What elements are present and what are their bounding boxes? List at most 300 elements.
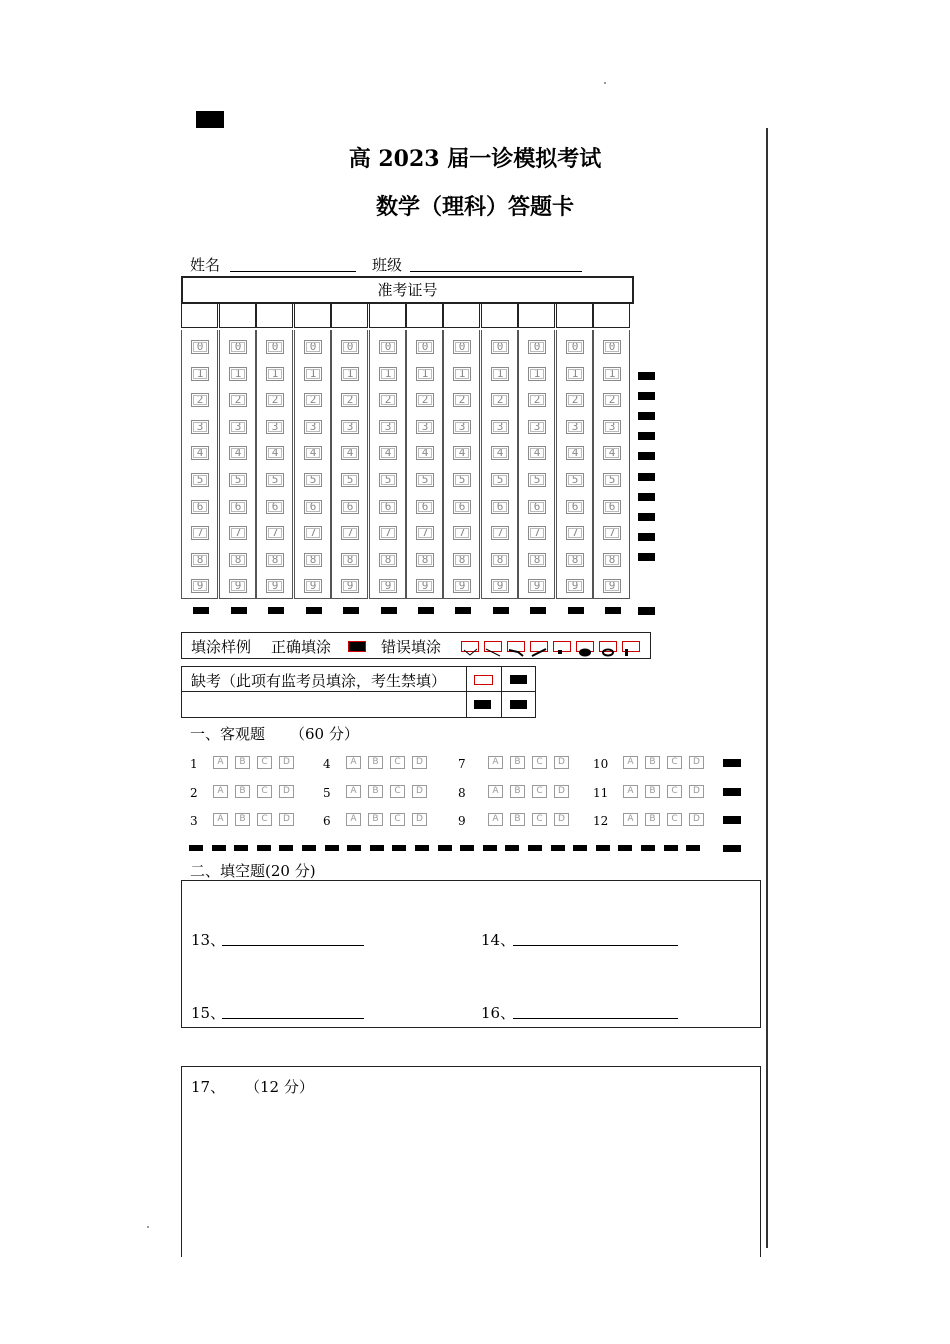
absent-label: 缺考（此项有监考员填涂，考生禁填） bbox=[191, 672, 447, 690]
exam-id-digit-bubble[interactable]: 6 bbox=[266, 500, 284, 514]
objective-option-bubble[interactable]: C bbox=[257, 813, 272, 826]
exam-id-digit-bubble[interactable]: 1 bbox=[229, 367, 247, 381]
timing-mark bbox=[638, 392, 655, 400]
exam-id-digit-bubble[interactable]: 0 bbox=[566, 340, 584, 354]
wrong-fill-stroke-icon bbox=[530, 641, 548, 652]
wrong-fill-oval-icon bbox=[576, 641, 594, 652]
timing-mark bbox=[302, 845, 316, 851]
objective-option-bubble[interactable]: B bbox=[235, 756, 250, 769]
question-17-label: 17、 bbox=[191, 1078, 226, 1096]
objective-option-bubble[interactable]: C bbox=[667, 813, 682, 826]
correct-fill-label: 正确填涂 bbox=[271, 638, 332, 656]
exam-id-column bbox=[593, 330, 630, 599]
class-label: 班级 bbox=[372, 256, 403, 274]
exam-id-digit-bubble[interactable]: 0 bbox=[341, 340, 359, 354]
exam-id-digit-bubble[interactable]: 6 bbox=[603, 500, 621, 514]
exam-id-column bbox=[443, 330, 480, 599]
objective-option-bubble[interactable]: B bbox=[645, 785, 660, 798]
timing-mark bbox=[505, 845, 519, 851]
exam-id-digit-bubble[interactable]: 2 bbox=[229, 393, 247, 407]
objective-question-number: 11 bbox=[593, 786, 609, 800]
exam-id-digit-bubble[interactable]: 9 bbox=[191, 579, 209, 593]
exam-id-digit-bubble[interactable]: 5 bbox=[341, 473, 359, 487]
exam-id-digit-bubble[interactable]: 8 bbox=[528, 553, 546, 567]
objective-option-bubble[interactable]: B bbox=[368, 756, 383, 769]
objective-option-bubble[interactable]: D bbox=[554, 756, 569, 769]
timing-mark bbox=[723, 816, 741, 824]
objective-option-bubble[interactable]: D bbox=[689, 756, 704, 769]
objective-option-bubble[interactable]: A bbox=[346, 813, 361, 826]
objective-option-bubble[interactable]: C bbox=[532, 813, 547, 826]
objective-option-bubble[interactable]: B bbox=[368, 813, 383, 826]
timing-mark bbox=[189, 845, 203, 851]
exam-id-digit-bubble[interactable]: 8 bbox=[603, 553, 621, 567]
timing-mark bbox=[418, 607, 434, 614]
exam-id-digit-bubble[interactable]: 7 bbox=[191, 526, 209, 540]
exam-id-digit-bubble[interactable]: 5 bbox=[304, 473, 322, 487]
exam-id-digit-bubble[interactable]: 1 bbox=[528, 367, 546, 381]
exam-id-digit-bubble[interactable]: 7 bbox=[341, 526, 359, 540]
exam-id-write-cell[interactable] bbox=[294, 302, 331, 328]
exam-id-digit-bubble[interactable]: 8 bbox=[341, 553, 359, 567]
objective-question-number: 7 bbox=[458, 757, 466, 771]
question-17-answer-box[interactable] bbox=[181, 1066, 761, 1257]
exam-id-digit-bubble[interactable]: 3 bbox=[229, 420, 247, 434]
exam-id-digit-bubble[interactable]: 8 bbox=[266, 553, 284, 567]
timing-mark bbox=[605, 607, 621, 614]
objective-option-bubble[interactable]: A bbox=[623, 785, 638, 798]
timing-mark bbox=[381, 607, 397, 614]
wrong-fill-dot-icon bbox=[553, 641, 571, 652]
exam-id-write-cell[interactable] bbox=[256, 302, 293, 328]
objective-option-bubble[interactable]: D bbox=[412, 756, 427, 769]
exam-id-digit-bubble[interactable]: 2 bbox=[266, 393, 284, 407]
timing-mark bbox=[568, 607, 584, 614]
blank-16-label: 16、 bbox=[481, 1004, 516, 1022]
objective-question-number: 2 bbox=[190, 786, 198, 800]
exam-id-digit-bubble[interactable]: 4 bbox=[266, 446, 284, 460]
timing-mark bbox=[231, 607, 247, 614]
exam-id-digit-bubble[interactable]: 1 bbox=[566, 367, 584, 381]
exam-id-digit-bubble[interactable]: 7 bbox=[304, 526, 322, 540]
name-field[interactable] bbox=[230, 270, 356, 272]
timing-mark bbox=[455, 607, 471, 614]
blank-16-field[interactable] bbox=[513, 1017, 678, 1019]
objective-option-bubble[interactable]: C bbox=[390, 756, 405, 769]
timing-mark bbox=[638, 533, 655, 541]
timing-mark bbox=[638, 452, 655, 460]
timing-mark bbox=[460, 845, 474, 851]
exam-id-digit-bubble[interactable]: 6 bbox=[566, 500, 584, 514]
objective-option-bubble[interactable]: B bbox=[235, 813, 250, 826]
exam-id-digit-bubble[interactable]: 5 bbox=[603, 473, 621, 487]
subject-title: 数学（理科）答题卡 bbox=[375, 194, 574, 220]
exam-id-digit-bubble[interactable]: 3 bbox=[603, 420, 621, 434]
exam-id-digit-bubble[interactable]: 0 bbox=[191, 340, 209, 354]
blank-14-label: 14、 bbox=[481, 931, 516, 949]
exam-id-digit-bubble[interactable]: 6 bbox=[528, 500, 546, 514]
question-17-points: （12 分） bbox=[245, 1078, 314, 1096]
exam-id-digit-bubble[interactable]: 7 bbox=[566, 526, 584, 540]
exam-id-digit-bubble[interactable]: 3 bbox=[566, 420, 584, 434]
page-margin-line bbox=[766, 128, 768, 1248]
timing-mark bbox=[510, 675, 527, 684]
exam-title: 高 2023 届一诊模拟考试 bbox=[348, 146, 602, 172]
exam-id-column bbox=[481, 330, 518, 599]
exam-id-digit-bubble[interactable]: 7 bbox=[453, 526, 471, 540]
exam-id-digit-bubble[interactable]: 9 bbox=[266, 579, 284, 593]
objective-option-bubble[interactable]: C bbox=[532, 756, 547, 769]
exam-id-digit-bubble[interactable]: 1 bbox=[603, 367, 621, 381]
exam-id-digit-bubble[interactable]: 5 bbox=[528, 473, 546, 487]
exam-id-digit-bubble[interactable]: 7 bbox=[229, 526, 247, 540]
timing-mark bbox=[493, 607, 509, 614]
exam-id-digit-bubble[interactable]: 4 bbox=[491, 446, 509, 460]
objective-option-bubble[interactable]: C bbox=[257, 756, 272, 769]
timing-mark bbox=[279, 845, 293, 851]
fill-blank-heading: 二、填空题(20 分) bbox=[190, 862, 316, 880]
exam-id-digit-bubble[interactable]: 4 bbox=[341, 446, 359, 460]
exam-id-column bbox=[518, 330, 555, 599]
exam-id-digit-bubble[interactable]: 8 bbox=[566, 553, 584, 567]
exam-id-write-cell[interactable] bbox=[331, 302, 368, 328]
class-field[interactable] bbox=[410, 270, 582, 272]
objective-option-bubble[interactable]: B bbox=[645, 813, 660, 826]
timing-mark bbox=[638, 607, 655, 615]
blank-15-label: 15、 bbox=[191, 1004, 226, 1022]
objective-option-bubble[interactable]: D bbox=[689, 813, 704, 826]
correct-fill-example bbox=[348, 641, 366, 652]
exam-id-column bbox=[556, 330, 593, 599]
fill-sample-box bbox=[181, 632, 651, 659]
exam-id-write-cells[interactable] bbox=[181, 302, 632, 328]
exam-id-write-cell[interactable] bbox=[369, 302, 406, 328]
objective-question-number: 3 bbox=[190, 814, 198, 828]
exam-id-digit-bubble[interactable]: 9 bbox=[379, 579, 397, 593]
timing-mark bbox=[638, 553, 655, 561]
timing-mark bbox=[638, 412, 655, 420]
exam-id-digit-bubble[interactable]: 1 bbox=[379, 367, 397, 381]
exam-id-digit-bubble[interactable]: 8 bbox=[453, 553, 471, 567]
exam-id-digit-bubble[interactable]: 9 bbox=[491, 579, 509, 593]
objective-heading: 一、客观题 bbox=[190, 725, 266, 743]
objective-question-number: 12 bbox=[593, 814, 609, 828]
timing-mark bbox=[392, 845, 406, 851]
blank-15-field[interactable] bbox=[222, 1017, 364, 1019]
timing-mark bbox=[347, 845, 361, 851]
objective-question-number: 5 bbox=[323, 786, 331, 800]
exam-id-digit-bubble[interactable]: 3 bbox=[379, 420, 397, 434]
exam-id-digit-bubble[interactable]: 9 bbox=[341, 579, 359, 593]
exam-id-digit-bubble[interactable]: 7 bbox=[528, 526, 546, 540]
wrong-fill-slash-icon bbox=[484, 641, 502, 652]
exam-id-digit-bubble[interactable]: 1 bbox=[341, 367, 359, 381]
exam-id-digit-bubble[interactable]: 5 bbox=[416, 473, 434, 487]
exam-id-digit-bubble[interactable]: 4 bbox=[603, 446, 621, 460]
exam-id-write-cell[interactable] bbox=[406, 302, 443, 328]
absent-bubble[interactable] bbox=[474, 675, 493, 685]
exam-id-digit-bubble[interactable]: 9 bbox=[229, 579, 247, 593]
fill-blank-box bbox=[181, 880, 761, 1028]
exam-id-write-cell[interactable] bbox=[181, 302, 218, 328]
timing-mark bbox=[234, 845, 248, 851]
exam-id-digit-bubble[interactable]: 2 bbox=[491, 393, 509, 407]
exam-id-digit-bubble[interactable]: 5 bbox=[491, 473, 509, 487]
exam-id-write-cell[interactable] bbox=[443, 302, 480, 328]
scan-dot bbox=[147, 1226, 149, 1228]
exam-id-digit-bubble[interactable]: 4 bbox=[379, 446, 397, 460]
exam-id-digit-bubble[interactable]: 2 bbox=[304, 393, 322, 407]
timing-mark bbox=[638, 513, 655, 521]
exam-id-digit-bubble[interactable]: 9 bbox=[453, 579, 471, 593]
exam-id-column bbox=[181, 330, 218, 599]
timing-mark bbox=[723, 759, 741, 767]
exam-id-digit-bubble[interactable]: 6 bbox=[416, 500, 434, 514]
objective-option-bubble[interactable]: A bbox=[488, 756, 503, 769]
name-label: 姓名 bbox=[190, 256, 221, 274]
exam-id-digit-bubble[interactable]: 9 bbox=[416, 579, 434, 593]
exam-id-digit-bubble[interactable]: 0 bbox=[304, 340, 322, 354]
exam-id-digit-bubble[interactable]: 8 bbox=[491, 553, 509, 567]
exam-id-header: 准考证号 bbox=[181, 276, 634, 304]
exam-id-digit-bubble[interactable]: 5 bbox=[266, 473, 284, 487]
exam-id-digit-bubble[interactable]: 7 bbox=[266, 526, 284, 540]
timing-mark bbox=[530, 607, 546, 614]
objective-option-bubble[interactable]: B bbox=[510, 785, 525, 798]
objective-option-bubble[interactable]: A bbox=[623, 756, 638, 769]
exam-id-write-cell[interactable] bbox=[518, 302, 555, 328]
objective-option-bubble[interactable]: B bbox=[645, 756, 660, 769]
objective-option-bubble[interactable]: A bbox=[346, 785, 361, 798]
timing-mark bbox=[618, 845, 632, 851]
objective-option-bubble[interactable]: D bbox=[279, 756, 294, 769]
exam-id-digit-bubble[interactable]: 7 bbox=[379, 526, 397, 540]
objective-question-number: 10 bbox=[593, 757, 609, 771]
timing-mark bbox=[723, 788, 741, 796]
timing-mark bbox=[641, 845, 655, 851]
exam-id-digit-bubble[interactable]: 2 bbox=[528, 393, 546, 407]
exam-id-digit-bubble[interactable]: 3 bbox=[528, 420, 546, 434]
exam-id-column bbox=[406, 330, 443, 599]
objective-option-bubble[interactable]: B bbox=[235, 785, 250, 798]
exam-id-digit-bubble[interactable]: 7 bbox=[416, 526, 434, 540]
exam-id-digit-bubble[interactable]: 4 bbox=[229, 446, 247, 460]
exam-id-digit-bubble[interactable]: 3 bbox=[416, 420, 434, 434]
exam-id-digit-bubble[interactable]: 6 bbox=[191, 500, 209, 514]
exam-id-digit-bubble[interactable]: 6 bbox=[379, 500, 397, 514]
exam-id-digit-bubble[interactable]: 1 bbox=[304, 367, 322, 381]
timing-mark bbox=[343, 607, 359, 614]
exam-id-digit-bubble[interactable]: 2 bbox=[191, 393, 209, 407]
exam-id-digit-bubble[interactable]: 0 bbox=[379, 340, 397, 354]
exam-id-digit-bubble[interactable]: 0 bbox=[453, 340, 471, 354]
objective-question-number: 4 bbox=[323, 757, 331, 771]
exam-id-digit-bubble[interactable]: 4 bbox=[191, 446, 209, 460]
exam-id-digit-bubble[interactable]: 3 bbox=[266, 420, 284, 434]
timing-mark bbox=[638, 372, 655, 380]
fill-sample-label: 填涂样例 bbox=[191, 638, 252, 656]
exam-id-digit-bubble[interactable]: 2 bbox=[566, 393, 584, 407]
blank-13-label: 13、 bbox=[191, 931, 226, 949]
absent-box bbox=[181, 666, 536, 718]
exam-id-digit-bubble[interactable]: 3 bbox=[491, 420, 509, 434]
exam-id-digit-bubble[interactable]: 1 bbox=[491, 367, 509, 381]
timing-mark bbox=[325, 845, 339, 851]
timing-mark bbox=[686, 845, 700, 851]
timing-mark bbox=[638, 493, 655, 501]
exam-id-digit-bubble[interactable]: 5 bbox=[566, 473, 584, 487]
objective-option-bubble[interactable]: B bbox=[368, 785, 383, 798]
timing-mark bbox=[638, 432, 655, 440]
exam-id-digit-bubble[interactable]: 8 bbox=[379, 553, 397, 567]
exam-id-digit-bubble[interactable]: 5 bbox=[191, 473, 209, 487]
exam-id-digit-bubble[interactable]: 4 bbox=[453, 446, 471, 460]
exam-id-write-cell[interactable] bbox=[593, 302, 630, 328]
objective-option-bubble[interactable]: C bbox=[257, 785, 272, 798]
exam-id-digit-bubble[interactable]: 0 bbox=[266, 340, 284, 354]
wrong-fill-wave-icon bbox=[507, 641, 525, 652]
exam-id-digit-bubble[interactable]: 0 bbox=[229, 340, 247, 354]
timing-mark bbox=[551, 845, 565, 851]
wrong-fill-bar-icon bbox=[622, 641, 640, 652]
objective-option-bubble[interactable]: C bbox=[390, 785, 405, 798]
timing-mark bbox=[193, 607, 209, 614]
exam-id-digit-bubble[interactable]: 4 bbox=[416, 446, 434, 460]
exam-id-digit-bubble[interactable]: 8 bbox=[229, 553, 247, 567]
timing-mark bbox=[528, 845, 542, 851]
objective-option-bubble[interactable]: D bbox=[554, 813, 569, 826]
exam-id-digit-bubble[interactable]: 0 bbox=[603, 340, 621, 354]
objective-option-bubble[interactable]: A bbox=[488, 785, 503, 798]
objective-question-number: 8 bbox=[458, 786, 466, 800]
exam-id-digit-bubble[interactable]: 7 bbox=[491, 526, 509, 540]
exam-id-digit-bubble[interactable]: 9 bbox=[566, 579, 584, 593]
exam-id-digit-bubble[interactable]: 5 bbox=[379, 473, 397, 487]
timing-mark bbox=[257, 845, 271, 851]
corner-registration-mark bbox=[196, 111, 224, 128]
exam-id-digit-bubble[interactable]: 9 bbox=[603, 579, 621, 593]
objective-option-bubble[interactable]: A bbox=[213, 756, 228, 769]
exam-id-digit-bubble[interactable]: 3 bbox=[341, 420, 359, 434]
exam-id-digit-bubble[interactable]: 4 bbox=[566, 446, 584, 460]
exam-id-digit-bubble[interactable]: 2 bbox=[453, 393, 471, 407]
objective-option-bubble[interactable]: C bbox=[667, 756, 682, 769]
exam-id-digit-bubble[interactable]: 0 bbox=[491, 340, 509, 354]
exam-id-digit-bubble[interactable]: 2 bbox=[379, 393, 397, 407]
exam-id-digit-bubble[interactable]: 9 bbox=[528, 579, 546, 593]
objective-question-number: 6 bbox=[323, 814, 331, 828]
timing-mark bbox=[483, 845, 497, 851]
exam-id-digit-bubble[interactable]: 1 bbox=[266, 367, 284, 381]
timing-mark bbox=[638, 473, 655, 481]
objective-option-bubble[interactable]: D bbox=[279, 813, 294, 826]
exam-id-digit-bubble[interactable]: 6 bbox=[491, 500, 509, 514]
exam-id-column bbox=[294, 330, 331, 599]
exam-id-digit-bubble[interactable]: 5 bbox=[229, 473, 247, 487]
objective-option-bubble[interactable]: B bbox=[510, 756, 525, 769]
exam-id-digit-bubble[interactable]: 4 bbox=[528, 446, 546, 460]
wrong-fill-ring-icon bbox=[599, 641, 617, 652]
timing-mark bbox=[596, 845, 610, 851]
objective-option-bubble[interactable]: A bbox=[213, 813, 228, 826]
objective-option-bubble[interactable]: D bbox=[412, 813, 427, 826]
timing-mark bbox=[306, 607, 322, 614]
exam-id-digit-bubble[interactable]: 2 bbox=[416, 393, 434, 407]
objective-option-bubble[interactable]: D bbox=[279, 785, 294, 798]
timing-mark bbox=[268, 607, 284, 614]
objective-option-bubble[interactable]: D bbox=[412, 785, 427, 798]
timing-mark bbox=[212, 845, 226, 851]
timing-mark bbox=[438, 845, 452, 851]
timing-mark bbox=[573, 845, 587, 851]
exam-id-write-cell[interactable] bbox=[481, 302, 518, 328]
blank-13-field[interactable] bbox=[222, 944, 364, 946]
objective-option-bubble[interactable]: B bbox=[510, 813, 525, 826]
exam-id-write-cell[interactable] bbox=[556, 302, 593, 328]
exam-id-digit-bubble[interactable]: 2 bbox=[341, 393, 359, 407]
objective-question-number: 9 bbox=[458, 814, 466, 828]
exam-id-digit-bubble[interactable]: 6 bbox=[229, 500, 247, 514]
objective-option-bubble[interactable]: A bbox=[213, 785, 228, 798]
exam-id-digit-bubble[interactable]: 1 bbox=[416, 367, 434, 381]
exam-id-digit-bubble[interactable]: 0 bbox=[528, 340, 546, 354]
timing-mark bbox=[664, 845, 678, 851]
objective-option-bubble[interactable]: A bbox=[488, 813, 503, 826]
exam-id-digit-bubble[interactable]: 6 bbox=[304, 500, 322, 514]
objective-question-number: 1 bbox=[190, 757, 198, 771]
objective-option-bubble[interactable]: C bbox=[390, 813, 405, 826]
exam-id-digit-bubble[interactable]: 8 bbox=[416, 553, 434, 567]
exam-id-column bbox=[331, 330, 368, 599]
exam-id-digit-bubble[interactable]: 9 bbox=[304, 579, 322, 593]
exam-id-digit-bubble[interactable]: 4 bbox=[304, 446, 322, 460]
wrong-fill-label: 错误填涂 bbox=[381, 638, 442, 656]
exam-id-column bbox=[369, 330, 406, 599]
exam-id-digit-bubble[interactable]: 3 bbox=[453, 420, 471, 434]
exam-id-write-cell[interactable] bbox=[219, 302, 256, 328]
scan-dot bbox=[604, 82, 606, 84]
exam-id-digit-bubble[interactable]: 2 bbox=[603, 393, 621, 407]
exam-id-digit-bubble[interactable]: 3 bbox=[191, 420, 209, 434]
objective-option-bubble[interactable]: C bbox=[667, 785, 682, 798]
objective-points: （60 分） bbox=[290, 725, 359, 743]
exam-id-digit-bubble[interactable]: 7 bbox=[603, 526, 621, 540]
timing-mark bbox=[370, 845, 384, 851]
exam-id-digit-bubble[interactable]: 6 bbox=[453, 500, 471, 514]
timing-mark bbox=[510, 700, 527, 709]
objective-option-bubble[interactable]: D bbox=[689, 785, 704, 798]
exam-id-digit-bubble[interactable]: 8 bbox=[191, 553, 209, 567]
timing-mark bbox=[474, 700, 491, 709]
objective-option-bubble[interactable]: A bbox=[346, 756, 361, 769]
blank-14-field[interactable] bbox=[513, 944, 678, 946]
exam-id-digit-bubble[interactable]: 0 bbox=[416, 340, 434, 354]
objective-option-bubble[interactable]: D bbox=[554, 785, 569, 798]
exam-id-digit-bubble[interactable]: 8 bbox=[304, 553, 322, 567]
exam-id-digit-bubble[interactable]: 6 bbox=[341, 500, 359, 514]
exam-id-digit-bubble[interactable]: 5 bbox=[453, 473, 471, 487]
wrong-fill-check-icon bbox=[461, 641, 479, 652]
objective-option-bubble[interactable]: C bbox=[532, 785, 547, 798]
exam-id-column bbox=[256, 330, 293, 599]
exam-id-digit-bubble[interactable]: 1 bbox=[191, 367, 209, 381]
objective-option-bubble[interactable]: A bbox=[623, 813, 638, 826]
timing-mark bbox=[415, 845, 429, 851]
exam-id-digit-bubble[interactable]: 3 bbox=[304, 420, 322, 434]
timing-mark bbox=[723, 845, 741, 852]
exam-id-column bbox=[219, 330, 256, 599]
exam-id-digit-bubble[interactable]: 1 bbox=[453, 367, 471, 381]
